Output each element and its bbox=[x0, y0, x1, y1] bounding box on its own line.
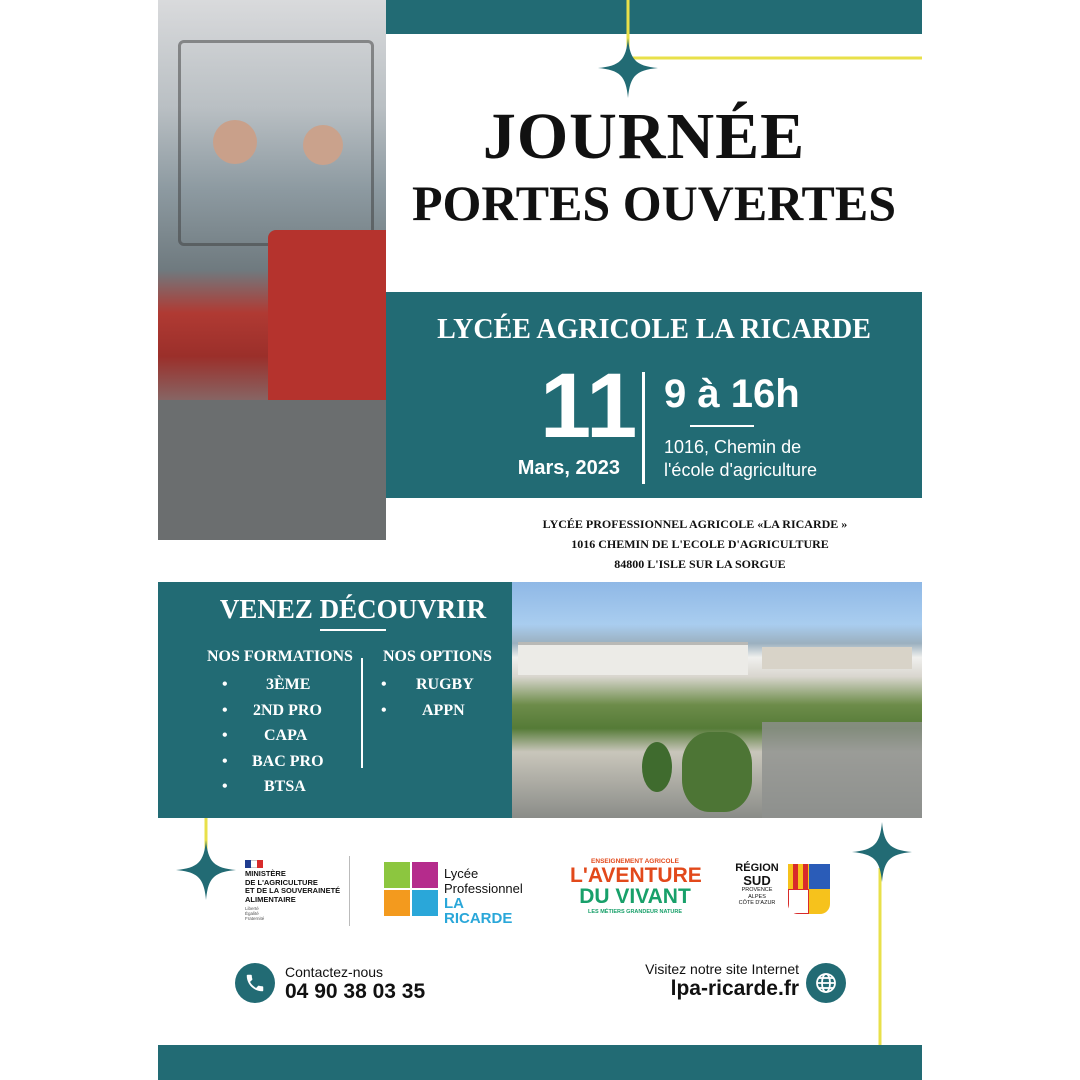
event-address bbox=[664, 436, 817, 482]
title-line-2: PORTES OUVERTES bbox=[411, 175, 897, 231]
page-title bbox=[386, 100, 922, 231]
postal-line-1: LYCÉE PROFESSIONNEL AGRICOLE «LA RICARDE » bbox=[542, 517, 848, 531]
postal-address bbox=[530, 514, 860, 574]
event-month-year: Mars, 2023 bbox=[517, 457, 620, 479]
postal-line-3: 84800 L'ISLE SUR LA SORGUE bbox=[614, 557, 786, 571]
school-name: LYCÉE AGRICOLE LA RICARDE bbox=[437, 314, 871, 345]
event-day: 11 bbox=[540, 355, 638, 457]
formations-header: NOS FORMATIONS bbox=[207, 648, 353, 665]
postal-line-2: 1016 CHEMIN DE L'ECOLE D'AGRICULTURE bbox=[571, 537, 829, 551]
discover-divider bbox=[361, 658, 363, 768]
globe-icon bbox=[806, 963, 846, 1003]
tractor-photo bbox=[158, 0, 386, 540]
contact-phone[interactable]: 04 90 38 03 35 bbox=[285, 980, 426, 1003]
list-item: • 3ÈME bbox=[222, 676, 311, 693]
website-link[interactable]: lpa-ricarde.fr bbox=[670, 977, 799, 1000]
contact-label: Contactez-nous bbox=[285, 964, 384, 980]
options-list bbox=[378, 676, 508, 727]
campus-photo bbox=[512, 582, 922, 818]
discover-underline bbox=[320, 629, 386, 631]
list-item: • 2ND PRO bbox=[222, 701, 322, 719]
top-band bbox=[386, 0, 922, 34]
list-item: • BTSA bbox=[222, 778, 306, 795]
region-shield-icon bbox=[788, 864, 830, 914]
address-line-2: l'école d'agriculture bbox=[664, 460, 817, 480]
phone-icon bbox=[235, 963, 275, 1003]
lycee-emblem-icon bbox=[384, 862, 438, 916]
aventure-vivant-logo: ENSEIGNEMENT AGRICOLE L'AVENTURE DU VIVANT LES MÉTIERS GRANDEUR NATURE bbox=[570, 858, 702, 915]
list-item: • BAC PRO bbox=[222, 752, 324, 770]
date-divider bbox=[642, 372, 645, 484]
event-hours: 9 à 16h bbox=[664, 372, 800, 416]
french-flag-icon bbox=[245, 860, 263, 868]
ministere-logo: MINISTÈRE DE L'AGRICULTURE ET DE LA SOUVERAINETÉ ALIMENTAIRE Liberté Égalité Fraternité bbox=[245, 860, 351, 921]
web-label: Visitez notre site Internet bbox=[645, 961, 799, 977]
logo-divider bbox=[349, 856, 350, 926]
sparkle-icon bbox=[852, 822, 912, 882]
hours-underline bbox=[690, 425, 754, 427]
list-item: • RUGBY bbox=[381, 676, 474, 693]
bottom-band bbox=[158, 1045, 922, 1080]
sparkle-icon bbox=[176, 840, 236, 900]
list-item: • CAPA bbox=[222, 727, 308, 744]
discover-title: VENEZ DÉCOUVRIR bbox=[219, 594, 487, 624]
sparkle-icon bbox=[598, 38, 658, 98]
formations-list bbox=[206, 676, 356, 804]
region-sud-logo: RÉGION SUD PROVENCE ALPES CÔTE D'AZUR bbox=[728, 862, 832, 918]
list-item: • APPN bbox=[381, 701, 465, 719]
title-line-1: JOURNÉE bbox=[482, 100, 806, 173]
address-line-1: 1016, Chemin de bbox=[664, 437, 802, 457]
lycee-logo: Lycée Professionnel LA RICARDE bbox=[384, 862, 534, 918]
options-header: NOS OPTIONS bbox=[383, 648, 492, 665]
